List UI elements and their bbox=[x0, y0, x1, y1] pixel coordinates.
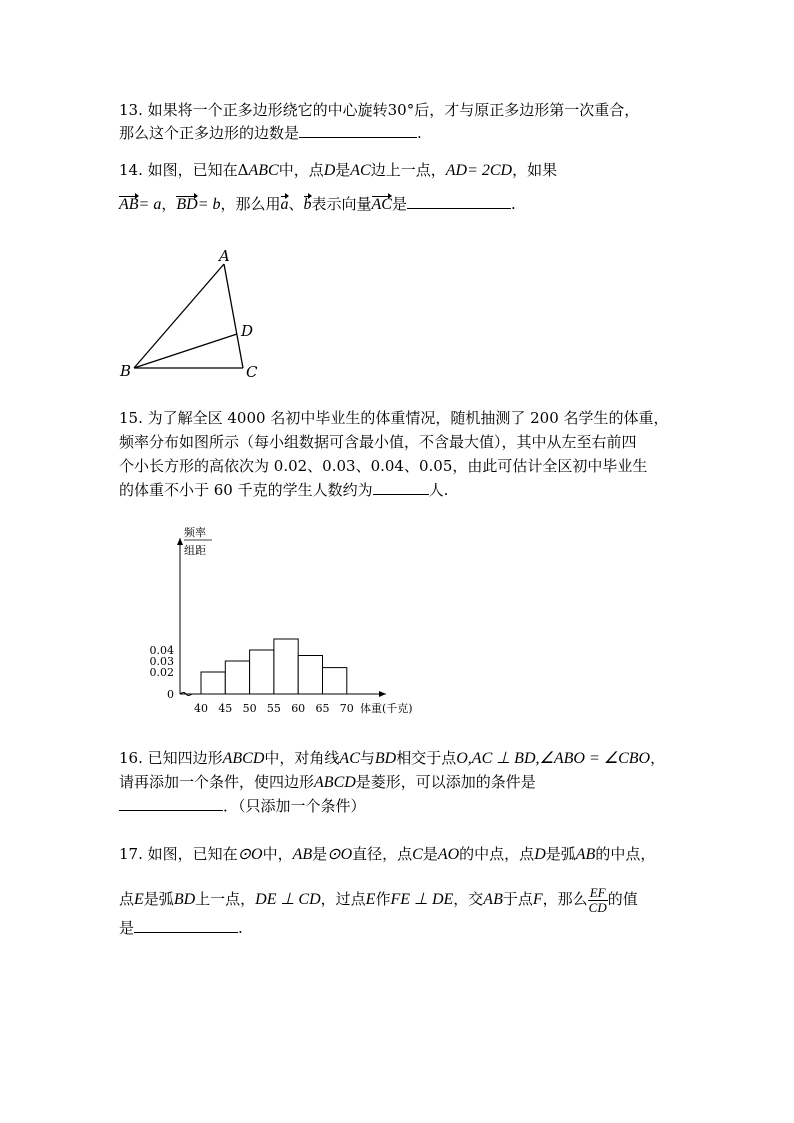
side-ba bbox=[134, 264, 224, 368]
y-axis-title-top: 频率 bbox=[184, 526, 206, 539]
q17-line1: 17. 如图，已知在⊙O中，AB是⊙O直径，点C是AO的中点，点D是弧AB的中点， bbox=[119, 845, 656, 863]
q14-line2: AB= a，BD= b，那么用a、b表示向量AC是 . bbox=[119, 195, 516, 213]
histogram-chart bbox=[140, 518, 440, 718]
label-a: A bbox=[219, 247, 230, 265]
histogram-bar bbox=[298, 656, 322, 695]
y-tick-label: 0.03 bbox=[149, 655, 174, 668]
q13-line2: 那么这个正多边形的边数是 . bbox=[119, 124, 422, 142]
histogram-bar bbox=[250, 650, 274, 694]
q15-line4: 的体重不小于 60 千克的学生人数约为 人. bbox=[119, 481, 449, 499]
x-axis-title: 体重(千克) bbox=[360, 702, 413, 715]
q15-line1: 15. 为了解全区 4000 名初中毕业生的体重情况，随机抽测了 200 名学生的体重， bbox=[119, 409, 669, 427]
label-d: D bbox=[241, 322, 254, 340]
label-c: C bbox=[246, 363, 258, 381]
histogram-bar bbox=[323, 668, 347, 694]
q14-answer-blank[interactable] bbox=[407, 194, 511, 209]
x-axis-arrow bbox=[379, 691, 386, 697]
x-tick-label: 40 bbox=[194, 702, 208, 715]
vector-bd: BD bbox=[176, 196, 198, 213]
fraction-ef-cd: $\frac{EF}{CD}$ bbox=[588, 884, 607, 915]
q13-answer-blank[interactable] bbox=[299, 123, 417, 138]
q14-line1: 14. 如图，已知在ΔABC中，点D是AC边上一点，AD= 2CD，如果 bbox=[119, 161, 558, 179]
q16-line1: 16. 已知四边形ABCD中，对角线AC与BD相交于点O,AC ⊥ BD,∠ABO = ∠CBO， bbox=[119, 749, 666, 767]
x-tick-label: 45 bbox=[218, 702, 233, 715]
x-tick-label: 60 bbox=[291, 702, 306, 715]
x-tick-label: 65 bbox=[315, 702, 330, 715]
triangle-figure bbox=[110, 244, 270, 384]
histogram-bar bbox=[274, 639, 298, 694]
y-tick-label: 0.04 bbox=[149, 644, 174, 657]
histogram-bar bbox=[225, 661, 249, 694]
side-ac bbox=[224, 264, 243, 368]
q16-line3: ．（只添加一个条件） bbox=[119, 796, 366, 816]
histogram-bar bbox=[201, 672, 225, 694]
y-axis-title-bottom: 组距 bbox=[184, 544, 206, 557]
q13-line1: 13. 如果将一个正多边形绕它的中心旋转30°后，才与原正多边形第一次重合， bbox=[119, 101, 640, 119]
vector-b: b bbox=[303, 196, 312, 213]
q16-line2: 请再添加一个条件，使四边形ABCD是菱形，可以添加的条件是 bbox=[119, 773, 536, 791]
x-tick-label: 70 bbox=[339, 702, 354, 715]
y-axis-arrow bbox=[177, 538, 183, 545]
q15-line3: 个小长方形的高依次为 0.02、0.03、0.04、0.05，由此可估计全区初中毕业生 bbox=[119, 457, 648, 475]
label-b: B bbox=[120, 362, 132, 380]
y-tick-label: 0 bbox=[167, 688, 174, 701]
q15-answer-blank[interactable] bbox=[373, 480, 429, 495]
q17-answer-blank[interactable] bbox=[134, 918, 238, 933]
y-tick-label: 0.02 bbox=[149, 666, 174, 679]
x-tick-label: 50 bbox=[242, 702, 257, 715]
q16-answer-blank[interactable] bbox=[119, 796, 223, 811]
q17-line2: 点E是弧BD上一点，DE ⊥ CD，过点E作FE ⊥ DE，交AB于点F，那么 $\frac{EF}{CD}$ 的值 bbox=[119, 884, 638, 915]
q17-line3: 是 . bbox=[119, 919, 243, 937]
q15-line2: 频率分布如图所示（每小组数据可含最小值，不含最大值），其中从左至右前四 bbox=[119, 433, 637, 451]
x-tick-label: 55 bbox=[266, 702, 281, 715]
vector-a: a bbox=[280, 196, 289, 213]
vector-ac: AC bbox=[371, 196, 392, 213]
vector-ab: AB bbox=[119, 196, 139, 213]
